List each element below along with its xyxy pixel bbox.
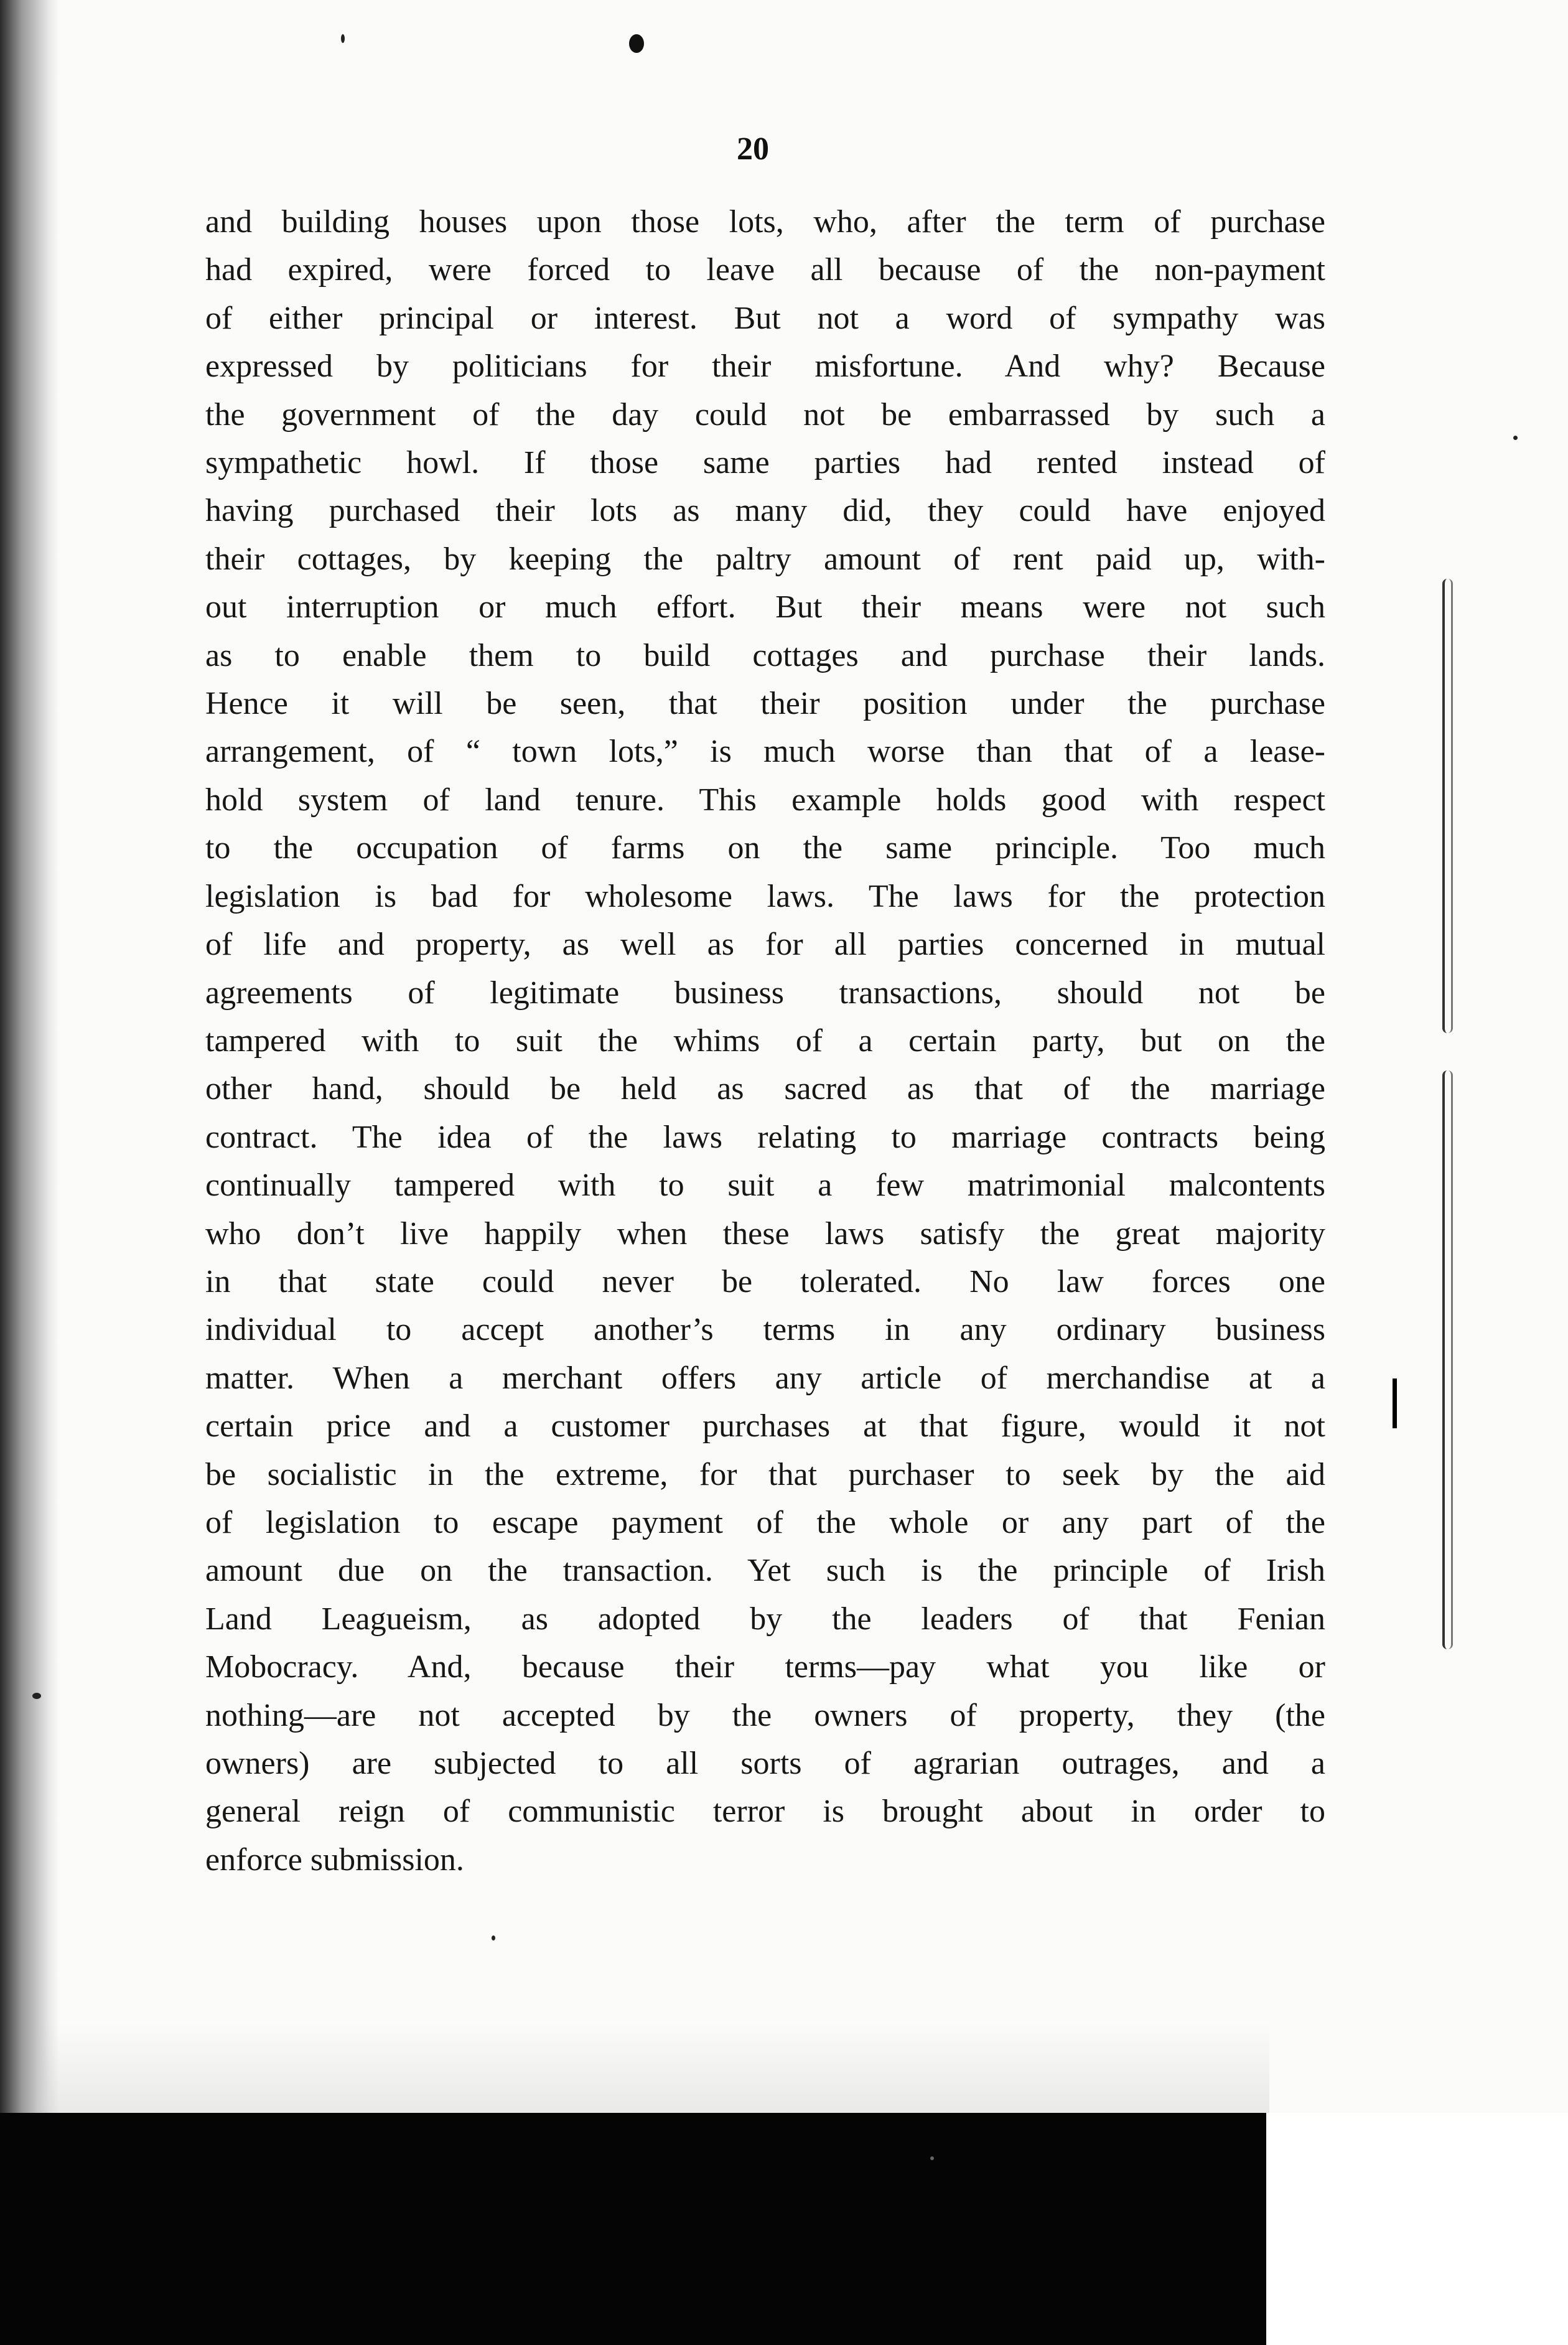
scan-corner-blank [1266,2113,1568,2345]
text-line: Mobocracy. And, because their terms—pay what you like or [205,1649,1325,1685]
text-line: having purchased their lots as many did, they could have enjoyed [205,493,1325,529]
text-line: be socialistic in the extreme, for that purchaser to seek by the aid [205,1456,1325,1492]
text-line: owners) are subjected to all sorts of agrarian outrages, and a [205,1746,1325,1781]
text-line: matter. When a merchant offers any article of merchandise at a [205,1360,1325,1396]
ink-speck [1513,436,1518,440]
text-line: of life and property, as well as for all parties concerned in mutual [205,927,1325,963]
text-line: their cottages, by keeping the paltry amount of rent paid up, with- [205,541,1325,577]
text-line: other hand, should be held as sacred as that of the marriage [205,1071,1325,1107]
text-line: general reign of communistic terror is brought about in order to [205,1794,1325,1830]
text-line: out interruption or much effort. But their means were not such [205,589,1325,625]
text-line: continually tampered with to suit a few matrimonial malcontents [205,1168,1325,1204]
text-line: nothing—are not accepted by the owners of property, they (the [205,1697,1325,1733]
body-paragraph [205,198,1325,1884]
scan-border-bottom [0,2113,1266,2345]
text-line: individual to accept another’s terms in any ordinary business [205,1312,1325,1348]
text-line: and building houses upon those lots, who, after the term of purchase [205,204,1325,240]
margin-bracket [1442,579,1453,1033]
text-line: arrangement, of “ town lots,” is much worse than that of a lease- [205,734,1325,770]
ink-dot [629,34,644,53]
text-line: contract. The idea of the laws relating to marriage contracts being [205,1119,1325,1155]
text-line: in that state could never be tolerated. No law forces one [205,1263,1325,1299]
ink-speck [32,1693,41,1699]
text-line: of legislation to escape payment of the whole or any part of the [205,1504,1325,1540]
text-line: Land Leagueism, as adopted by the leaders of that Fenian [205,1601,1325,1637]
text-line: who don’t live happily when these laws satisfy the great majority [205,1215,1325,1252]
text-line: of either principal or interest. But not a word of sympathy was [205,300,1325,336]
text-line: expressed by politicians for their misfortune. And why? Because [205,349,1325,385]
text-line: Hence it will be seen, that their position under the purchase [205,686,1325,722]
ink-speck [341,34,345,43]
text-line: the government of the day could not be embarrassed by such a [205,396,1325,433]
text-line: sympathetic howl. If those same parties had rented instead of [205,445,1325,481]
text-line: certain price and a customer purchases at that figure, would it not [205,1408,1325,1444]
text-line: amount due on the transaction. Yet such is the principle of Irish [205,1553,1325,1589]
page-binding-edge [0,0,59,2345]
text-line: to the occupation of farms on the same principle. Too much [205,830,1325,866]
text-line: tampered with to suit the whims of a certain party, but on the [205,1023,1325,1059]
margin-bracket [1442,1070,1453,1649]
page-number: 20 [737,131,769,167]
ink-speck [930,2156,934,2160]
text-line: hold system of land tenure. This example holds good with respect [205,782,1325,818]
text-line: as to enable them to build cottages and purchase their lands. [205,637,1325,673]
text-line: legislation is bad for wholesome laws. The laws for the protection [205,878,1325,914]
margin-mark [1393,1378,1397,1428]
page-bottom-shadow [37,2023,1269,2113]
text-line: agreements of legitimate business transactions, should not be [205,975,1325,1011]
text-line: had expired, were forced to leave all because of the non-payment [205,252,1325,288]
text-line: enforce submission. [205,1842,464,1878]
ink-speck [492,1935,495,1940]
